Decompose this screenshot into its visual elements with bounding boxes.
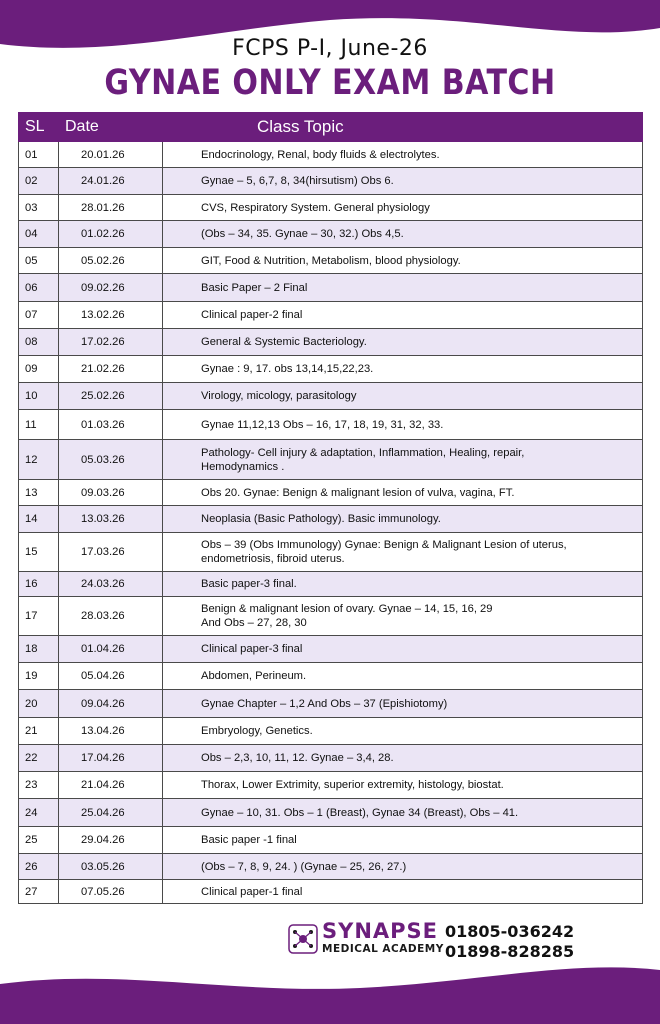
topic-line: Thorax, Lower Extrimity, superior extremity, histology, biostat. [201,779,504,791]
topic-line: Embryology, Genetics. [201,725,313,737]
phone-number: 01805-036242 [445,922,575,941]
row-sl: 21 [19,718,59,745]
topic-line: Gynae Chapter – 1,2 And Obs – 37 (Epishiotomy) [201,697,448,710]
topic-line: Basic paper -1 final [201,834,297,846]
row-date: 25.04.26 [59,799,163,827]
row-sl: 09 [19,356,59,383]
row-date: 09.04.26 [59,690,163,718]
brand-subtitle: MEDICAL ACADEMY [322,943,444,955]
topic-line: Gynae – 5, 6,7, 8, 34(hirsutism) Obs 6. [201,175,394,187]
row-date: 07.05.26 [59,880,163,904]
row-sl: 19 [19,663,59,690]
topic-line: Virology, micology, parasitology [201,390,357,402]
table-row [19,221,643,248]
row-topic [163,356,643,383]
row-sl: 01 [19,142,59,168]
row-topic [163,572,643,597]
row-sl: 07 [19,302,59,329]
topic-line: General & Systemic Bacteriology. [201,336,367,348]
row-sl: 02 [19,168,59,195]
topic-line: CVS, Respiratory System. General physiology [201,201,430,214]
topic-line: Gynae : 9, 17. obs 13,14,15,22,23. [201,363,374,375]
class-schedule-table [18,112,643,904]
topic-line: Gynae – 10, 31. Obs – 1 (Breast), Gynae 34 (Breast), Obs – 41. [201,806,519,819]
row-topic [163,827,643,854]
table-row [19,274,643,302]
row-topic [163,663,643,690]
topic-line: Basic paper-3 final. [201,578,297,590]
row-sl: 17 [19,597,59,636]
exam-subtitle: FCPS P-I, June-26 [232,36,428,61]
row-topic [163,383,643,410]
row-sl: 24 [19,799,59,827]
row-sl: 20 [19,690,59,718]
row-sl: 23 [19,772,59,799]
row-date: 01.04.26 [59,636,163,663]
table-row [19,195,643,221]
topic-line: Benign & malignant lesion of ovary. Gynae – 14, 15, 16, 29 [201,603,493,615]
row-date: 09.02.26 [59,274,163,302]
table-row [19,533,643,572]
topic-line: (Obs – 7, 8, 9, 24. ) (Gynae – 25, 26, 27.) [201,860,407,873]
row-sl: 13 [19,480,59,506]
table-row [19,506,643,533]
row-sl: 22 [19,745,59,772]
topic-line: endometriosis, fibroid uterus. [201,553,345,565]
row-sl: 12 [19,440,59,480]
brand-name: SYNAPSE [322,919,439,943]
table-row [19,718,643,745]
row-sl: 16 [19,572,59,597]
row-topic [163,772,643,799]
row-topic [163,745,643,772]
table-row [19,248,643,274]
table-row [19,772,643,799]
row-date: 05.02.26 [59,248,163,274]
page-title: GYNAE ONLY EXAM BATCH [104,63,556,103]
table-row [19,302,643,329]
row-date: 13.02.26 [59,302,163,329]
header [0,36,660,103]
row-topic [163,195,643,221]
row-date: 13.03.26 [59,506,163,533]
row-topic [163,410,643,440]
row-sl: 26 [19,854,59,880]
row-date: 28.01.26 [59,195,163,221]
row-topic [163,880,643,904]
table-row [19,356,643,383]
topic-line: Obs – 2,3, 10, 11, 12. Gynae – 3,4, 28. [201,752,394,764]
topic-line: Neoplasia (Basic Pathology). Basic immunology. [201,513,441,525]
row-topic [163,854,643,880]
bottom-wave-banner [0,954,660,1024]
topic-line: Obs 20. Gynae: Benign & malignant lesion of vulva, vagina, FT. [201,486,515,499]
column-header-date: Date [59,113,163,142]
row-topic [163,718,643,745]
row-sl: 15 [19,533,59,572]
row-date: 01.03.26 [59,410,163,440]
row-date: 01.02.26 [59,221,163,248]
row-date: 20.01.26 [59,142,163,168]
row-date: 24.03.26 [59,572,163,597]
table-row [19,383,643,410]
topic-line: Basic Paper – 2 Final [201,281,308,294]
row-date: 05.03.26 [59,440,163,480]
column-header-sl: SL [19,113,59,142]
row-sl: 14 [19,506,59,533]
row-date: 17.02.26 [59,329,163,356]
neuron-network-icon [288,924,318,954]
topic-line: Clinical paper-3 final [201,643,303,655]
table-row [19,854,643,880]
row-date: 21.02.26 [59,356,163,383]
row-date: 17.03.26 [59,533,163,572]
row-date: 28.03.26 [59,597,163,636]
row-topic [163,168,643,195]
column-header-topic: Class Topic [163,113,643,142]
row-topic [163,221,643,248]
row-topic [163,690,643,718]
row-topic [163,248,643,274]
table-row [19,329,643,356]
table-row [19,410,643,440]
row-date: 17.04.26 [59,745,163,772]
topic-line: Gynae 11,12,13 Obs – 16, 17, 18, 19, 31, 32, 33. [201,418,444,431]
row-date: 09.03.26 [59,480,163,506]
table-row [19,663,643,690]
phone-number: 01898-828285 [445,942,575,961]
table-row [19,168,643,195]
row-date: 05.04.26 [59,663,163,690]
row-sl: 06 [19,274,59,302]
row-topic [163,329,643,356]
table-row [19,827,643,854]
row-sl: 11 [19,410,59,440]
table-row [19,636,643,663]
table-row [19,880,643,904]
row-date: 21.04.26 [59,772,163,799]
row-sl: 27 [19,880,59,904]
table-row [19,572,643,597]
row-sl: 10 [19,383,59,410]
row-topic [163,799,643,827]
row-date: 03.05.26 [59,854,163,880]
table-header-row [19,113,643,142]
table-row [19,597,643,636]
row-topic [163,142,643,168]
table-body [19,142,643,904]
topic-line: Hemodynamics . [201,460,285,473]
table-row [19,690,643,718]
topic-line: Clinical paper-1 final [201,885,303,898]
row-topic [163,302,643,329]
topic-line: Obs – 39 (Obs Immunology) Gynae: Benign & Malignant Lesion of uterus, [201,539,567,551]
brand [322,920,444,955]
row-date: 24.01.26 [59,168,163,195]
row-topic [163,274,643,302]
table-row [19,799,643,827]
topic-line: (Obs – 34, 35. Gynae – 30, 32.) Obs 4,5. [201,228,404,240]
row-sl: 04 [19,221,59,248]
row-sl: 03 [19,195,59,221]
row-date: 13.04.26 [59,718,163,745]
row-topic [163,636,643,663]
row-topic [163,480,643,506]
topic-line: Endocrinology, Renal, body fluids & electrolytes. [201,148,440,161]
row-topic [163,440,643,480]
row-date: 25.02.26 [59,383,163,410]
row-sl: 18 [19,636,59,663]
table-row [19,480,643,506]
table-row [19,440,643,480]
topic-line: Pathology- Cell injury & adaptation, Inflammation, Healing, repair, [201,446,525,459]
table-row [19,142,643,168]
topic-line: Abdomen, Perineum. [201,670,307,682]
row-date: 29.04.26 [59,827,163,854]
row-sl: 05 [19,248,59,274]
row-topic [163,597,643,636]
row-sl: 25 [19,827,59,854]
row-sl: 08 [19,329,59,356]
table-row [19,745,643,772]
topic-line: GIT, Food & Nutrition, Metabolism, blood physiology. [201,254,461,267]
topic-line: And Obs – 27, 28, 30 [201,617,307,629]
row-topic [163,533,643,572]
topic-line: Clinical paper-2 final [201,309,303,321]
row-topic [163,506,643,533]
